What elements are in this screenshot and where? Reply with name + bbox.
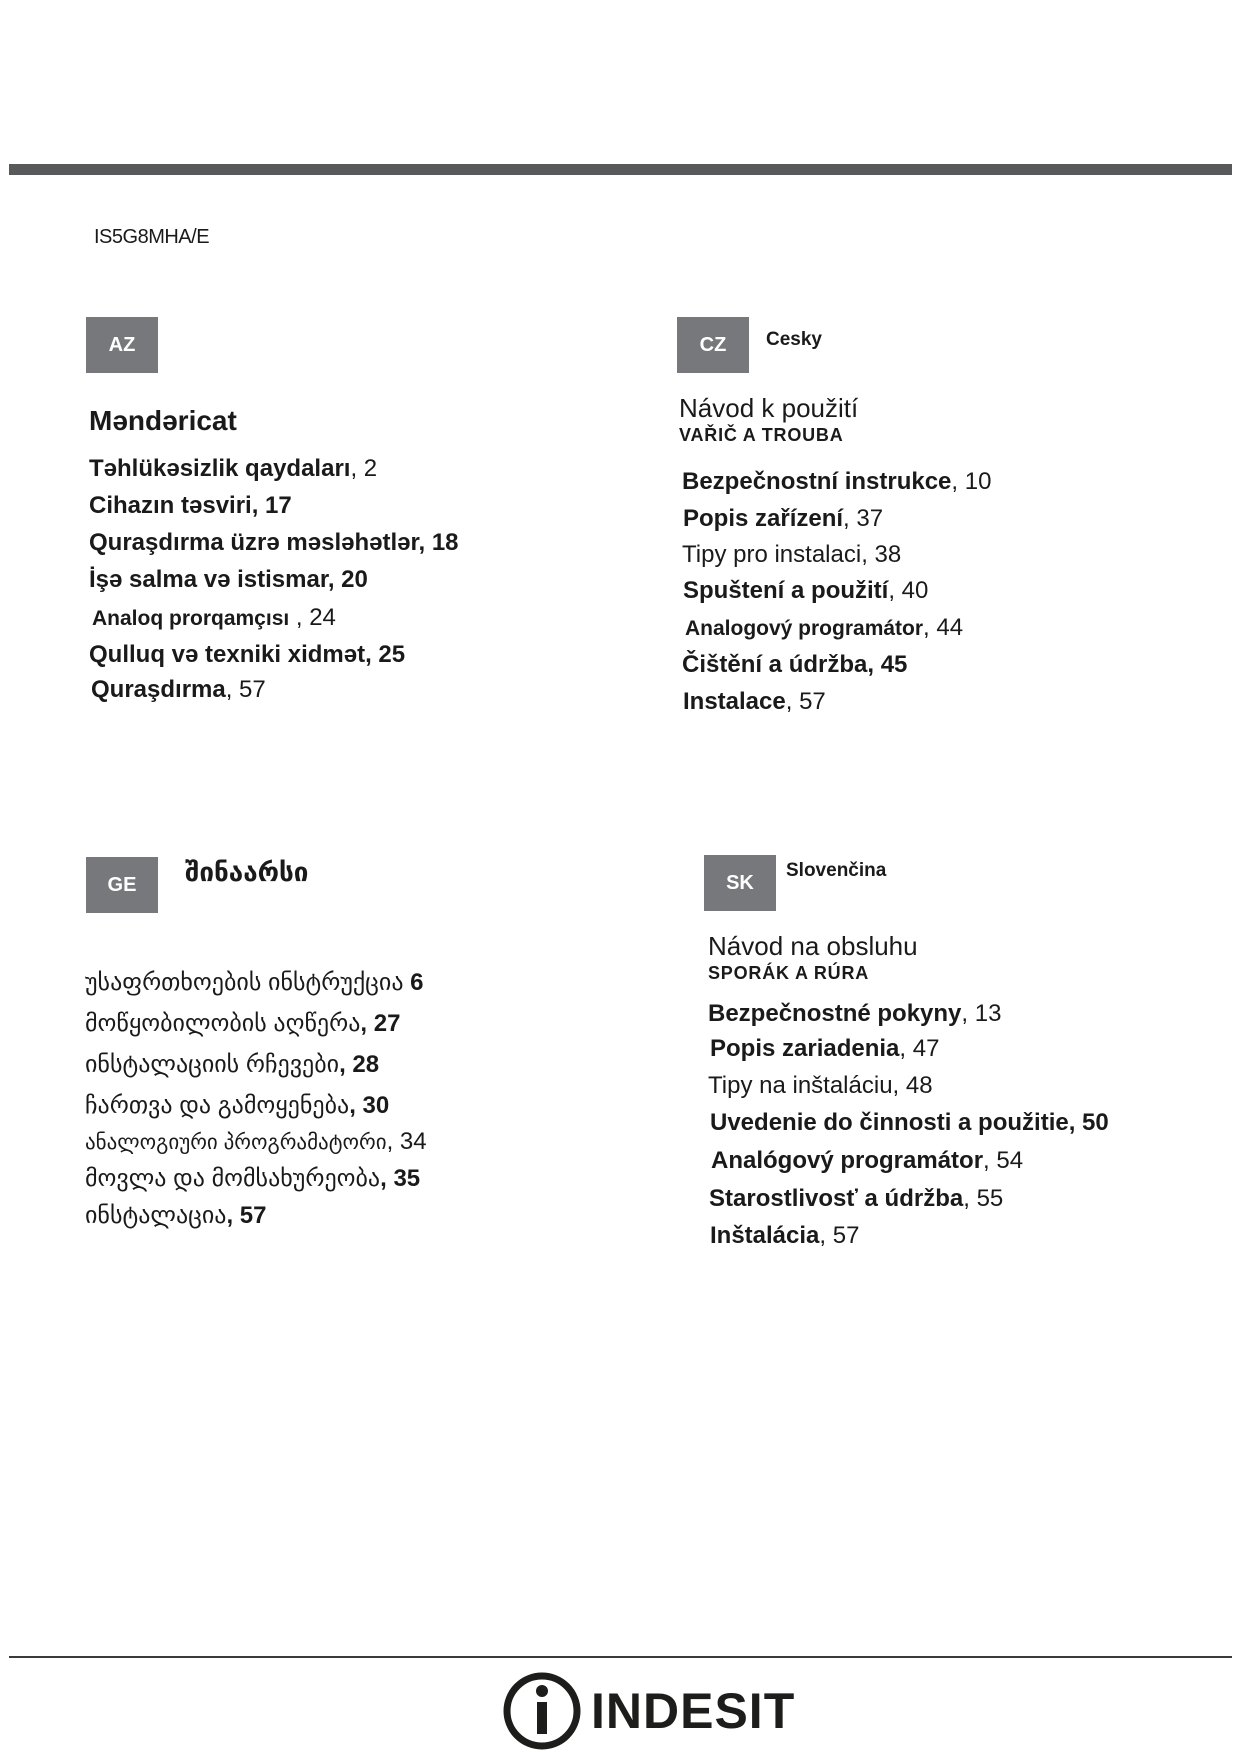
- toc-item[interactable]: Analogový programátor, 44: [685, 614, 964, 641]
- sk-language-name: Slovenčina: [786, 860, 887, 881]
- sk-title: Návod na obsluhu: [708, 931, 918, 961]
- toc-item[interactable]: ინსტალაციის რჩევები, 28: [85, 1051, 380, 1078]
- language-badge-ge: GE: [86, 857, 158, 913]
- toc-item[interactable]: Starostlivosť a údržba, 55: [709, 1185, 1004, 1212]
- toc-item[interactable]: უსაფრთხოების ინსტრუქცია 6: [85, 969, 424, 996]
- toc-item[interactable]: Analoq prorqamçısı , 24: [92, 604, 336, 631]
- toc-item[interactable]: Inštalácia, 57: [710, 1222, 860, 1249]
- toc-item[interactable]: ინსტალაცია, 57: [85, 1202, 267, 1229]
- cz-subtitle: VAŘIČ A TROUBA: [679, 425, 844, 445]
- toc-item[interactable]: Quraşdırma üzrə məsləhətlər, 18: [89, 529, 459, 556]
- toc-item[interactable]: Popis zařízení, 37: [683, 505, 884, 532]
- toc-item[interactable]: Cihazın təsviri, 17: [89, 492, 292, 519]
- toc-item[interactable]: მოწყობილობის აღწერა, 27: [85, 1010, 401, 1037]
- toc-item[interactable]: Tipy na inštaláciu, 48: [708, 1072, 933, 1099]
- toc-item[interactable]: İşə salma və istismar, 20: [89, 566, 368, 593]
- top-divider: [9, 164, 1232, 175]
- cz-language-name: Cesky: [766, 329, 822, 350]
- brand-logo: [501, 1670, 806, 1752]
- toc-item[interactable]: Qulluq və texniki xidmət, 25: [89, 641, 406, 668]
- indesit-logo-icon: [501, 1670, 583, 1752]
- model-number: IS5G8MHA/E: [94, 226, 210, 248]
- toc-item[interactable]: Analógový programátor, 54: [711, 1147, 1024, 1174]
- language-badge-cz: CZ: [677, 317, 749, 373]
- toc-item[interactable]: Təhlükəsizlik qaydaları, 2: [89, 455, 378, 482]
- brand-wordmark: INDESIT: [591, 1683, 796, 1739]
- sk-subtitle: SPORÁK A RÚRA: [708, 963, 870, 983]
- toc-item[interactable]: ანალოგიური პროგრამატორი, 34: [85, 1128, 427, 1155]
- toc-item[interactable]: Tipy pro instalaci, 38: [682, 541, 902, 568]
- language-badge-sk: SK: [704, 855, 776, 911]
- toc-item[interactable]: Quraşdırma, 57: [91, 676, 266, 703]
- bottom-divider: [9, 1656, 1232, 1658]
- toc-item[interactable]: Instalace, 57: [683, 688, 826, 715]
- toc-item[interactable]: Spuštení a použití, 40: [683, 577, 929, 604]
- toc-item[interactable]: Uvedenie do činnosti a použitie, 50: [710, 1109, 1109, 1136]
- az-title: Məndəricat: [89, 405, 237, 436]
- toc-item[interactable]: Bezpečnostní instrukce, 10: [682, 468, 992, 495]
- language-badge-az: AZ: [86, 317, 158, 373]
- toc-item[interactable]: Popis zariadenia, 47: [710, 1035, 940, 1062]
- toc-item[interactable]: მოვლა და მომსახურეობა, 35: [85, 1165, 421, 1192]
- toc-item[interactable]: Bezpečnostné pokyny, 13: [708, 1000, 1002, 1027]
- toc-item[interactable]: Čištění a údržba, 45: [682, 651, 908, 678]
- ge-title: შინაარსი: [185, 857, 309, 887]
- cz-title: Návod k použití: [679, 393, 859, 423]
- toc-item[interactable]: ჩართვა და გამოყენება, 30: [85, 1092, 390, 1119]
